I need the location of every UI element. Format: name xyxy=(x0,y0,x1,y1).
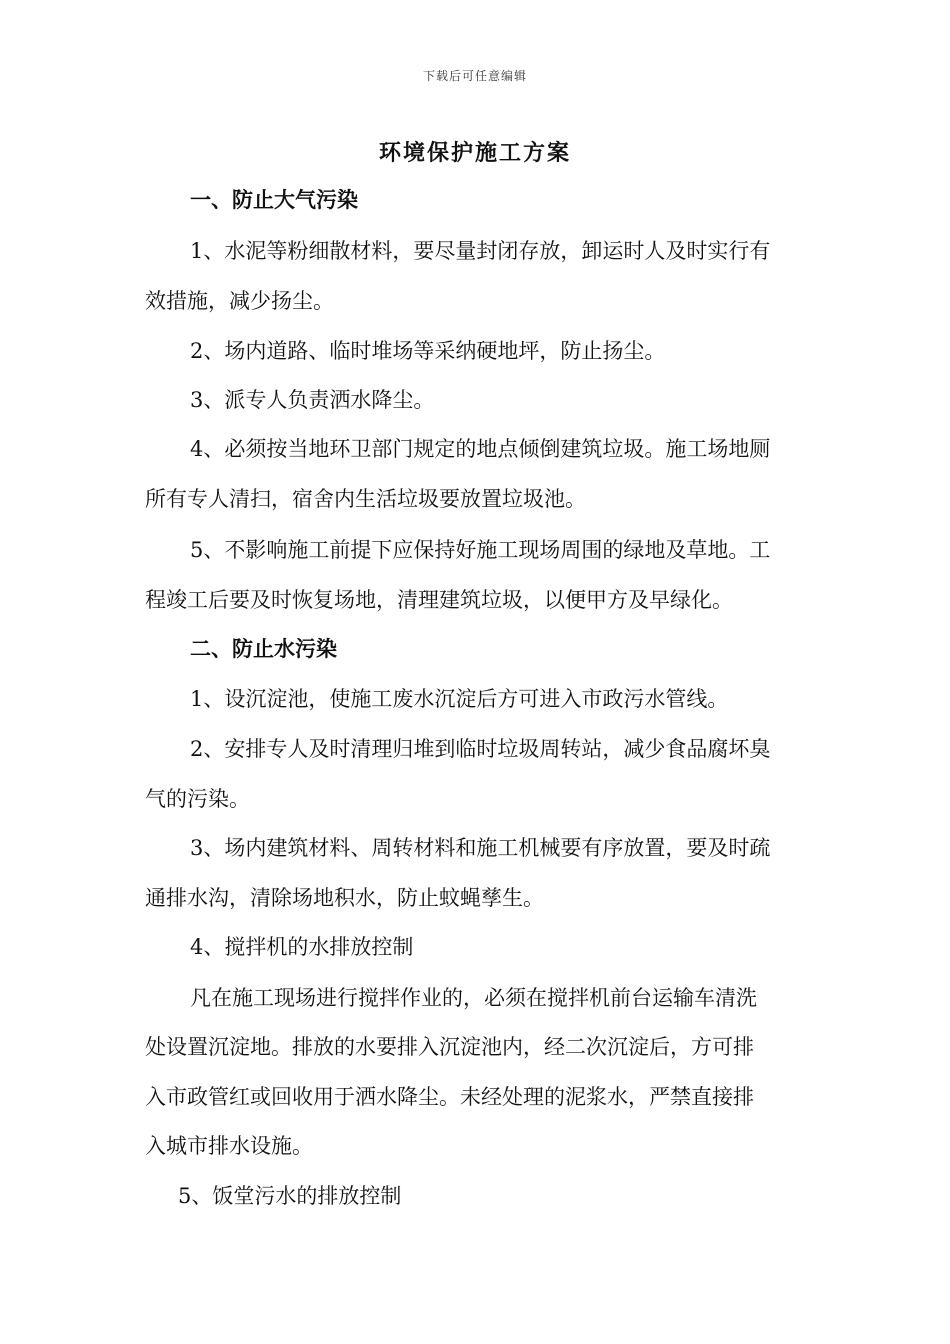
paragraph-line: 4、必须按当地环卫部门规定的地点倾倒建筑垃圾。施工场地厕 xyxy=(190,437,771,461)
section-heading-water: 二、防止水污染 xyxy=(190,636,337,661)
header-note: 下载后可任意编辑 xyxy=(422,69,527,83)
paragraph-line: 入城市排水设施。 xyxy=(145,1134,313,1158)
subsection-heading: 5、饭堂污水的排放控制 xyxy=(178,1184,402,1208)
paragraph-line: 凡在施工现场进行搅拌作业的，必须在搅拌机前台运输车清洗 xyxy=(190,986,757,1010)
section-heading-air: 一、防止大气污染 xyxy=(190,187,358,212)
paragraph-line: 2、安排专人及时清理归堆到临时垃圾周转站，减少食品腐坏臭 xyxy=(190,737,771,761)
paragraph-line: 3、派专人负责洒水降尘。 xyxy=(190,388,435,412)
paragraph-line: 所有专人清扫，宿舍内生活垃圾要放置垃圾池。 xyxy=(145,487,586,511)
paragraph-line: 通排水沟，清除场地积水，防止蚊蝇孳生。 xyxy=(145,886,544,910)
paragraph-line: 程竣工后要及时恢复场地，清理建筑垃圾，以便甲方及早绿化。 xyxy=(145,588,733,612)
paragraph-line: 1、设沉淀池，使施工废水沉淀后方可进入市政污水管线。 xyxy=(190,687,729,711)
paragraph-line: 3、场内建筑材料、周转材料和施工机械要有序放置，要及时疏 xyxy=(190,836,771,860)
document-title: 环境保护施工方案 xyxy=(378,140,571,166)
paragraph-line: 5、不影响施工前提下应保持好施工现场周围的绿地及草地。工 xyxy=(190,538,771,562)
paragraph-line: 效措施，减少扬尘。 xyxy=(145,289,334,313)
paragraph-line: 2、场内道路、临时堆场等采纳硬地坪，防止扬尘。 xyxy=(190,339,666,363)
paragraph-line: 气的污染。 xyxy=(145,787,250,811)
paragraph-line: 处设置沉淀地。排放的水要排入沉淀池内，经二次沉淀后，方可排 xyxy=(145,1035,754,1059)
paragraph-line: 1、水泥等粉细散材料，要尽量封闭存放，卸运时人及时实行有 xyxy=(190,239,771,263)
subsection-heading: 4、搅拌机的水排放控制 xyxy=(190,935,414,959)
paragraph-line: 入市政管红或回收用于洒水降尘。未经处理的泥浆水，严禁直接排 xyxy=(145,1085,754,1109)
